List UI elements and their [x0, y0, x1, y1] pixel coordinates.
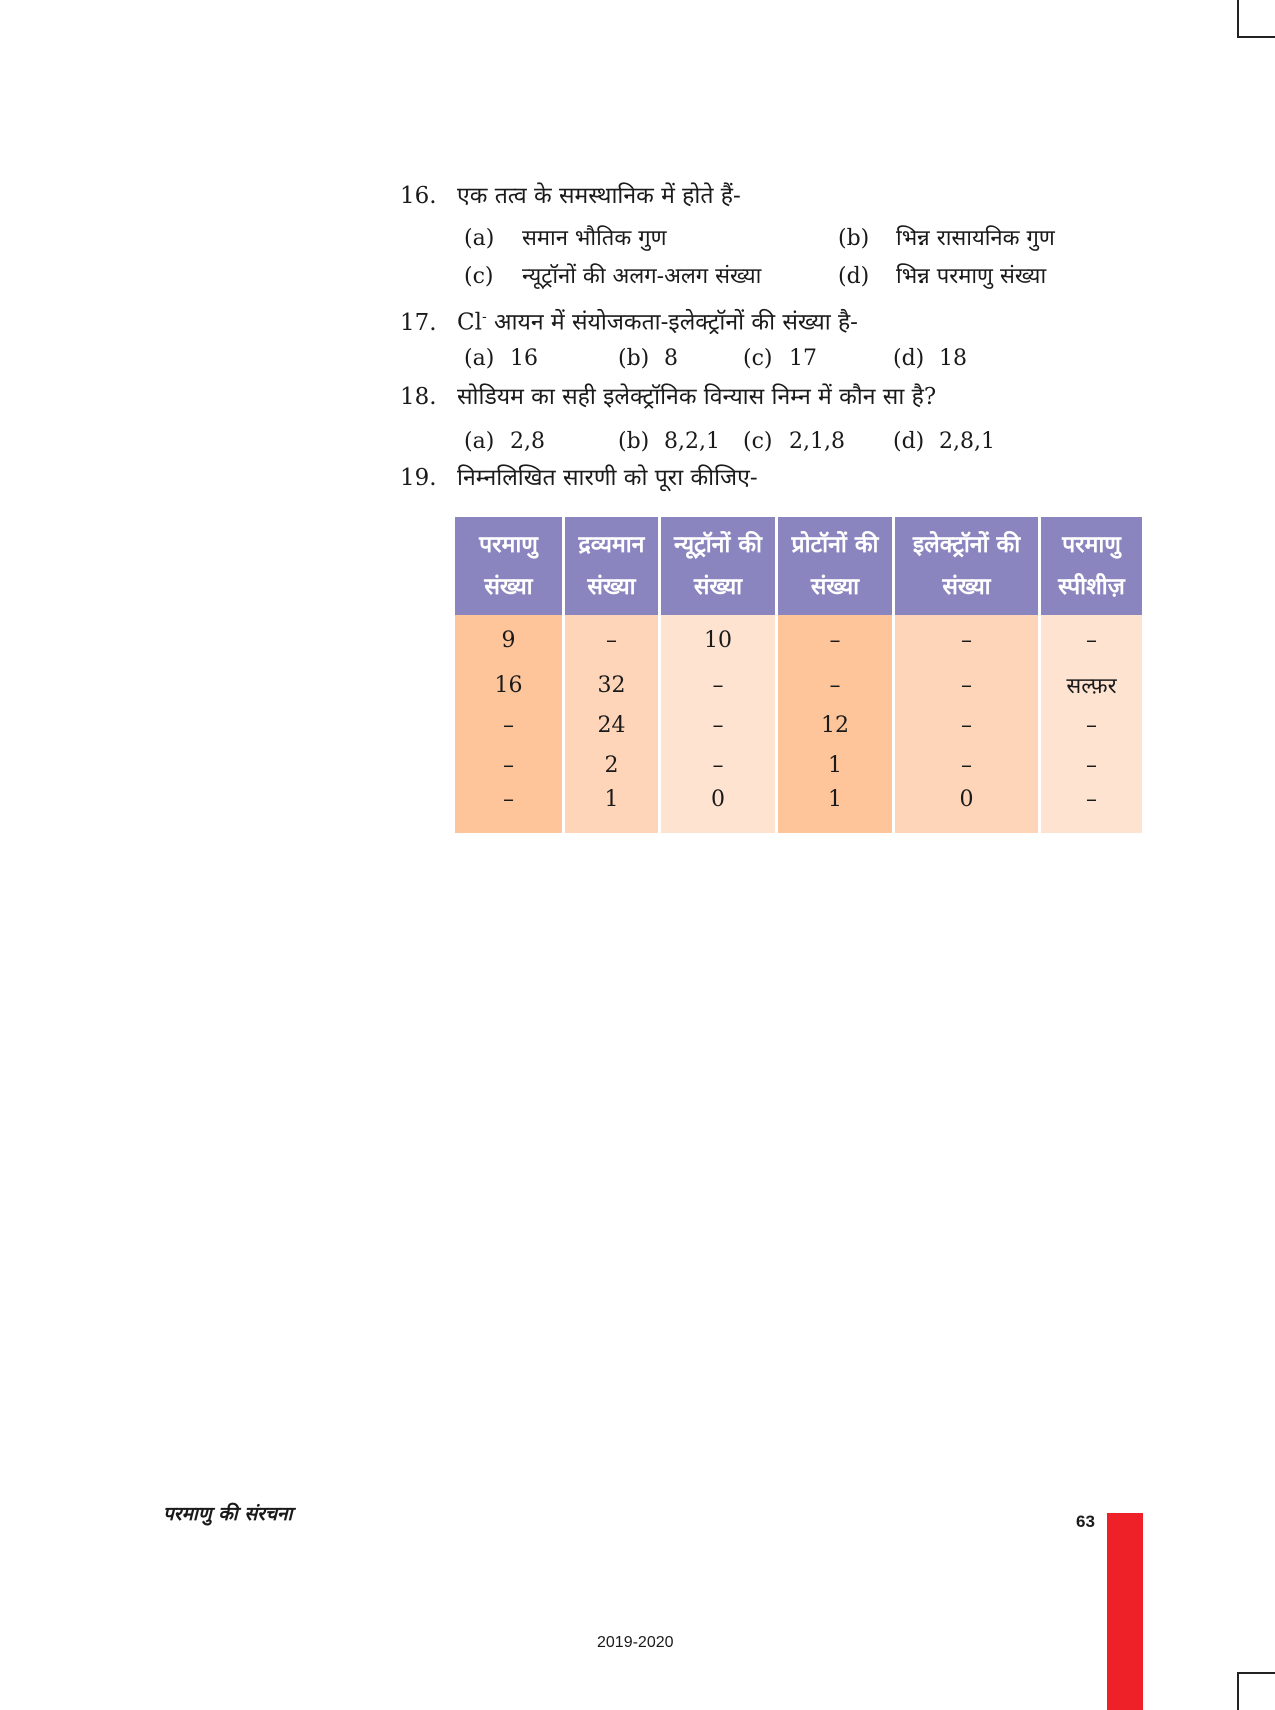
q17-option-d: (d) 18: [893, 346, 967, 371]
q17-option-b: (b) 8: [618, 346, 678, 371]
table-cell: –: [1041, 785, 1142, 833]
table-cell: –: [1041, 745, 1142, 785]
table-cell: 1: [778, 745, 892, 785]
q16-option-a: (a) समान भौतिक गुण: [464, 226, 667, 251]
chlorine-symbol: Cl: [457, 309, 482, 336]
question-text: आयन में संयोजकता-इलेक्ट्रॉनों की संख्या है-: [486, 309, 858, 336]
table-row: [455, 665, 1142, 705]
table-cell: –: [895, 665, 1038, 705]
chapter-title: परमाणु की संरचना: [163, 1503, 293, 1525]
table-header-row: [455, 517, 1142, 615]
q17-option-a: (a) 16: [464, 346, 538, 371]
header-mass-number: द्रव्यमान संख्या: [565, 517, 658, 615]
table-cell: –: [661, 745, 775, 785]
header-neutron-count: न्यूट्रॉनों की संख्या: [661, 517, 775, 615]
table-cell: 12: [778, 705, 892, 745]
table-row: [455, 785, 1142, 833]
q16-option-b: (b) भिन्न रासायनिक गुण: [838, 226, 1055, 251]
table-cell: 32: [565, 665, 658, 705]
table-cell: 2: [565, 745, 658, 785]
question-number: 19.: [400, 465, 437, 491]
crop-mark-bottom-right: [1237, 1672, 1275, 1710]
table-row: [455, 745, 1142, 785]
question-18: [400, 382, 936, 412]
page-number: 63: [1076, 1512, 1095, 1531]
table-row: [455, 615, 1142, 665]
table-cell: –: [455, 785, 562, 833]
question-17: [400, 302, 858, 338]
question-19: [400, 463, 758, 493]
q18-option-d: (d) 2,8,1: [893, 429, 995, 454]
table-cell: –: [895, 745, 1038, 785]
table-cell: –: [565, 615, 658, 665]
table-cell: –: [895, 705, 1038, 745]
header-atomic-species: परमाणु स्पीशीज़: [1041, 517, 1142, 615]
table-cell: –: [778, 615, 892, 665]
table-cell: 1: [778, 785, 892, 833]
table-cell: 9: [455, 615, 562, 665]
question-text: सोडियम का सही इलेक्ट्रॉनिक विन्यास निम्न में कौन सा है?: [457, 384, 937, 410]
table-cell: 10: [661, 615, 775, 665]
table-cell: 0: [895, 785, 1038, 833]
year-label: 2019-2020: [597, 1634, 674, 1651]
table-cell: 16: [455, 665, 562, 705]
table-cell: 1: [565, 785, 658, 833]
page-edge-bar: [1107, 1513, 1143, 1710]
atomic-data-table: [452, 517, 1145, 833]
header-atomic-number: परमाणु संख्या: [455, 517, 562, 615]
table-row: [455, 705, 1142, 745]
question-text: निम्नलिखित सारणी को पूरा कीजिए-: [457, 465, 758, 491]
q16-option-d: (d) भिन्न परमाणु संख्या: [838, 264, 1047, 289]
table-cell: –: [661, 665, 775, 705]
table-cell: –: [1041, 615, 1142, 665]
question-number: 18.: [400, 384, 437, 410]
question-16: [400, 181, 741, 211]
q18-option-b: (b) 8,2,1: [618, 429, 720, 454]
q18-option-a: (a) 2,8: [464, 429, 545, 454]
header-proton-count: प्रोटॉनों की संख्या: [778, 517, 892, 615]
charge-superscript: -: [481, 309, 487, 325]
table-cell: 0: [661, 785, 775, 833]
table-cell: –: [455, 705, 562, 745]
table-cell: –: [1041, 705, 1142, 745]
crop-mark-top-right: [1237, 0, 1275, 38]
table-cell: –: [778, 665, 892, 705]
question-text: एक तत्व के समस्थानिक में होते हैं-: [457, 183, 741, 209]
table-cell: 24: [565, 705, 658, 745]
table-cell: सल्फ़र: [1041, 665, 1142, 705]
table-cell: –: [895, 615, 1038, 665]
header-electron-count: इलेक्ट्रॉनों की संख्या: [895, 517, 1038, 615]
q16-option-c: (c) न्यूट्रॉनों की अलग-अलग संख्या: [464, 264, 762, 289]
q18-option-c: (c) 2,1,8: [743, 429, 845, 454]
table-cell: –: [455, 745, 562, 785]
question-number: 17.: [400, 309, 437, 336]
q17-option-c: (c) 17: [743, 346, 817, 371]
question-number: 16.: [400, 183, 437, 209]
table-cell: –: [661, 705, 775, 745]
